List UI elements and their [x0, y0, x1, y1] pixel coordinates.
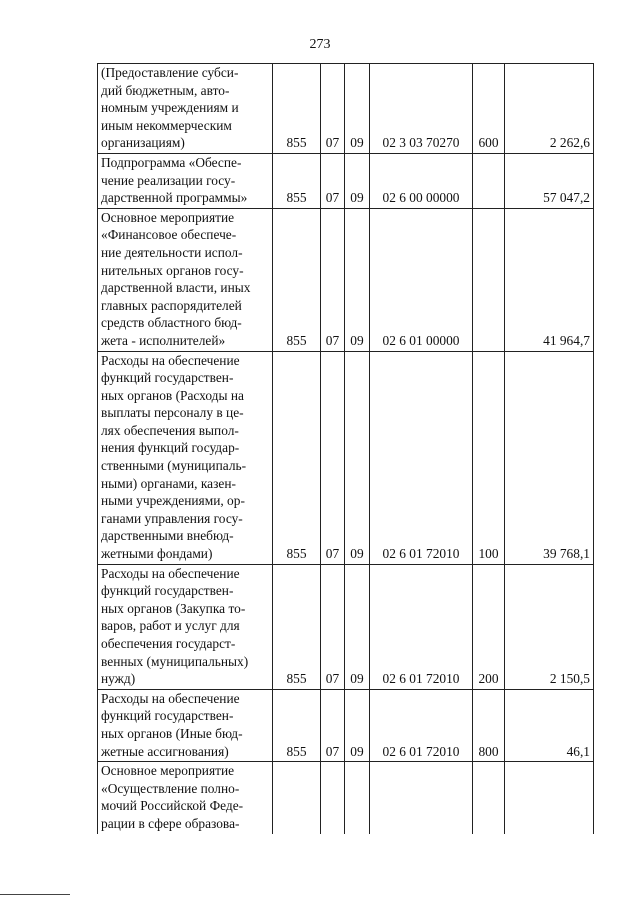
- subsection-code: 09: [345, 689, 370, 761]
- row-name: Расходы на обеспечение функций государствен- ных органов (Закупка то- варов, работ и услуг для обеспечения государст- венных (муниципальных) нужд): [98, 564, 273, 689]
- footer-rule: [0, 894, 70, 895]
- section-code: [321, 762, 345, 834]
- ministry-code: 855: [273, 351, 321, 564]
- ministry-code: 855: [273, 208, 321, 351]
- row-name: Подпрограмма «Обеспе- чение реализации госу- дарственной программы»: [98, 153, 273, 208]
- page-number: 273: [309, 37, 331, 52]
- budget-table: [97, 63, 594, 834]
- subsection-code: 09: [345, 564, 370, 689]
- target-article: [370, 762, 473, 834]
- target-article: 02 3 03 70270: [370, 64, 473, 154]
- target-article: 02 6 01 00000: [370, 208, 473, 351]
- subsection-code: [345, 762, 370, 834]
- row-name: Основное мероприятие «Осуществление полно- мочий Российской Феде- рации в сфере образова-: [98, 762, 273, 834]
- section-code: 07: [321, 64, 345, 154]
- target-article: 02 6 00 00000: [370, 153, 473, 208]
- amount: 39 768,1: [505, 351, 594, 564]
- table-row: [98, 564, 594, 689]
- subsection-code: 09: [345, 351, 370, 564]
- amount: 41 964,7: [505, 208, 594, 351]
- row-name: Расходы на обеспечение функций государствен- ных органов (Иные бюд- жетные ассигнования): [98, 689, 273, 761]
- ministry-code: 855: [273, 153, 321, 208]
- table-row: [98, 762, 594, 834]
- subsection-code: 09: [345, 153, 370, 208]
- target-article: 02 6 01 72010: [370, 564, 473, 689]
- row-name: Расходы на обеспечение функций государствен- ных органов (Расходы на выплаты персоналу в це- лях обеспечения выпол- нения функций государ- ственными (муниципаль- ными) органами, казен- ными учреждениями, ор- ганами управления госу- дарственными внебюд- жетными фондами): [98, 351, 273, 564]
- expense-type: 600: [473, 64, 505, 154]
- table-row: [98, 351, 594, 564]
- row-name: (Предоставление субси- дий бюджетным, авто- номным учреждениям и иным некоммерческим организациям): [98, 64, 273, 154]
- expense-type: 100: [473, 351, 505, 564]
- table-row: [98, 64, 594, 154]
- section-code: 07: [321, 351, 345, 564]
- section-code: 07: [321, 153, 345, 208]
- ministry-code: 855: [273, 689, 321, 761]
- amount: [505, 762, 594, 834]
- row-name: Основное мероприятие «Финансовое обеспече- ние деятельности испол- нительных органов госу- дарственной власти, иных главных распорядителей средств областного бюд- жета - исполнителей»: [98, 208, 273, 351]
- ministry-code: [273, 762, 321, 834]
- table-row: [98, 208, 594, 351]
- target-article: 02 6 01 72010: [370, 689, 473, 761]
- expense-type: [473, 208, 505, 351]
- amount: 57 047,2: [505, 153, 594, 208]
- target-article: 02 6 01 72010: [370, 351, 473, 564]
- section-code: 07: [321, 689, 345, 761]
- ministry-code: 855: [273, 64, 321, 154]
- table-row: [98, 689, 594, 761]
- expense-type: 200: [473, 564, 505, 689]
- ministry-code: 855: [273, 564, 321, 689]
- expense-type: [473, 153, 505, 208]
- subsection-code: 09: [345, 208, 370, 351]
- section-code: 07: [321, 208, 345, 351]
- expense-type: 800: [473, 689, 505, 761]
- amount: 46,1: [505, 689, 594, 761]
- amount: 2 150,5: [505, 564, 594, 689]
- table-row: [98, 153, 594, 208]
- expense-type: [473, 762, 505, 834]
- amount: 2 262,6: [505, 64, 594, 154]
- section-code: 07: [321, 564, 345, 689]
- subsection-code: 09: [345, 64, 370, 154]
